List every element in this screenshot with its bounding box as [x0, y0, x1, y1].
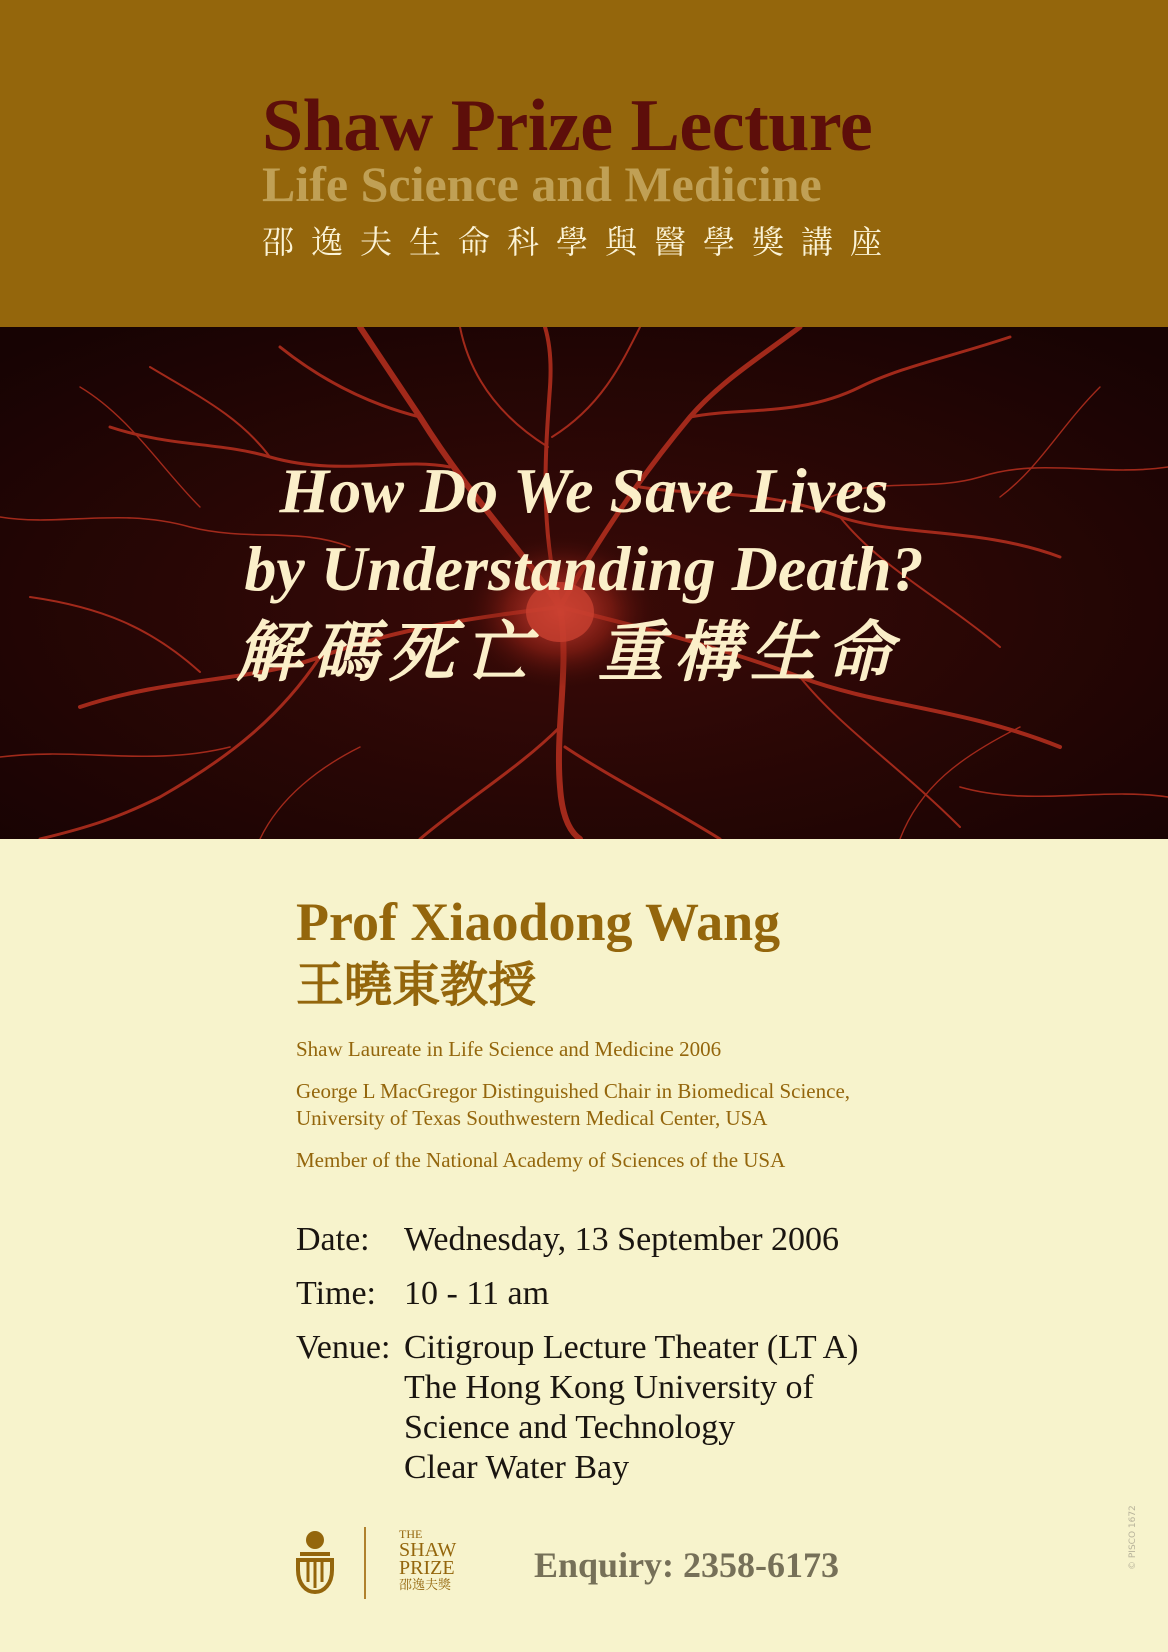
venue-row	[296, 1328, 858, 1488]
topic-zh-part-1: 解碼死亡	[236, 614, 540, 691]
header-band	[0, 0, 1168, 327]
speaker-credentials	[296, 1036, 936, 1189]
event-details	[296, 1220, 858, 1502]
topic-line-2: by Understanding Death?	[244, 533, 924, 604]
print-credit: © PISCO 1672	[1128, 1505, 1138, 1570]
lecture-topic-chinese	[236, 613, 902, 693]
venue-line: The Hong Kong University of	[404, 1369, 814, 1406]
venue-label: Venue:	[296, 1329, 391, 1366]
credential-chair	[296, 1078, 936, 1132]
logo-shaw: SHAW	[399, 1539, 457, 1561]
logo-divider	[364, 1527, 366, 1599]
neuron-image-band	[0, 327, 1168, 839]
time-label: Time:	[296, 1275, 377, 1312]
speaker-name: Prof Xiaodong Wang	[296, 892, 781, 952]
credential-chair-line-1: George L MacGregor Distinguished Chair in Biomedical Science,	[296, 1079, 851, 1103]
date-label: Date:	[296, 1221, 370, 1258]
topic-zh-part-2: 重構生命	[598, 614, 902, 691]
lecture-subtitle: Life Science and Medicine	[262, 156, 822, 212]
venue-line: Science and Technology	[404, 1409, 736, 1446]
shaw-prize-logo-text	[399, 1527, 456, 1595]
time-row	[296, 1274, 858, 1314]
logo-chinese: 邵逸夫獎	[399, 1578, 452, 1593]
credential-academy: Member of the National Academy of Sciences of the USA	[296, 1148, 786, 1172]
lecture-title-chinese: 邵逸夫生命科學與醫學獎講座	[262, 223, 900, 261]
logo-the: THE	[399, 1527, 423, 1541]
venue-line: Citigroup Lecture Theater (LT A)	[404, 1329, 859, 1366]
enquiry-phone: Enquiry: 2358-6173	[534, 1545, 840, 1585]
speaker-name-chinese: 王曉東教授	[296, 957, 537, 1013]
date-row	[296, 1220, 858, 1260]
venue-line: Clear Water Bay	[404, 1449, 630, 1486]
credential-chair-line-2: University of Texas Southwestern Medical Center, USA	[296, 1106, 768, 1130]
logo-prize: PRIZE	[399, 1557, 455, 1579]
shaw-prize-emblem-icon	[294, 1530, 336, 1596]
lecture-title: Shaw Prize Lecture	[262, 85, 873, 167]
venue-value	[404, 1328, 858, 1488]
lecture-topic	[0, 452, 1168, 608]
date-value: Wednesday, 13 September 2006	[404, 1221, 840, 1258]
topic-line-1: How Do We Save Lives	[279, 455, 889, 526]
time-value: 10 - 11 am	[404, 1275, 550, 1312]
credential-laureate: Shaw Laureate in Life Science and Medicine 2006	[296, 1037, 722, 1061]
